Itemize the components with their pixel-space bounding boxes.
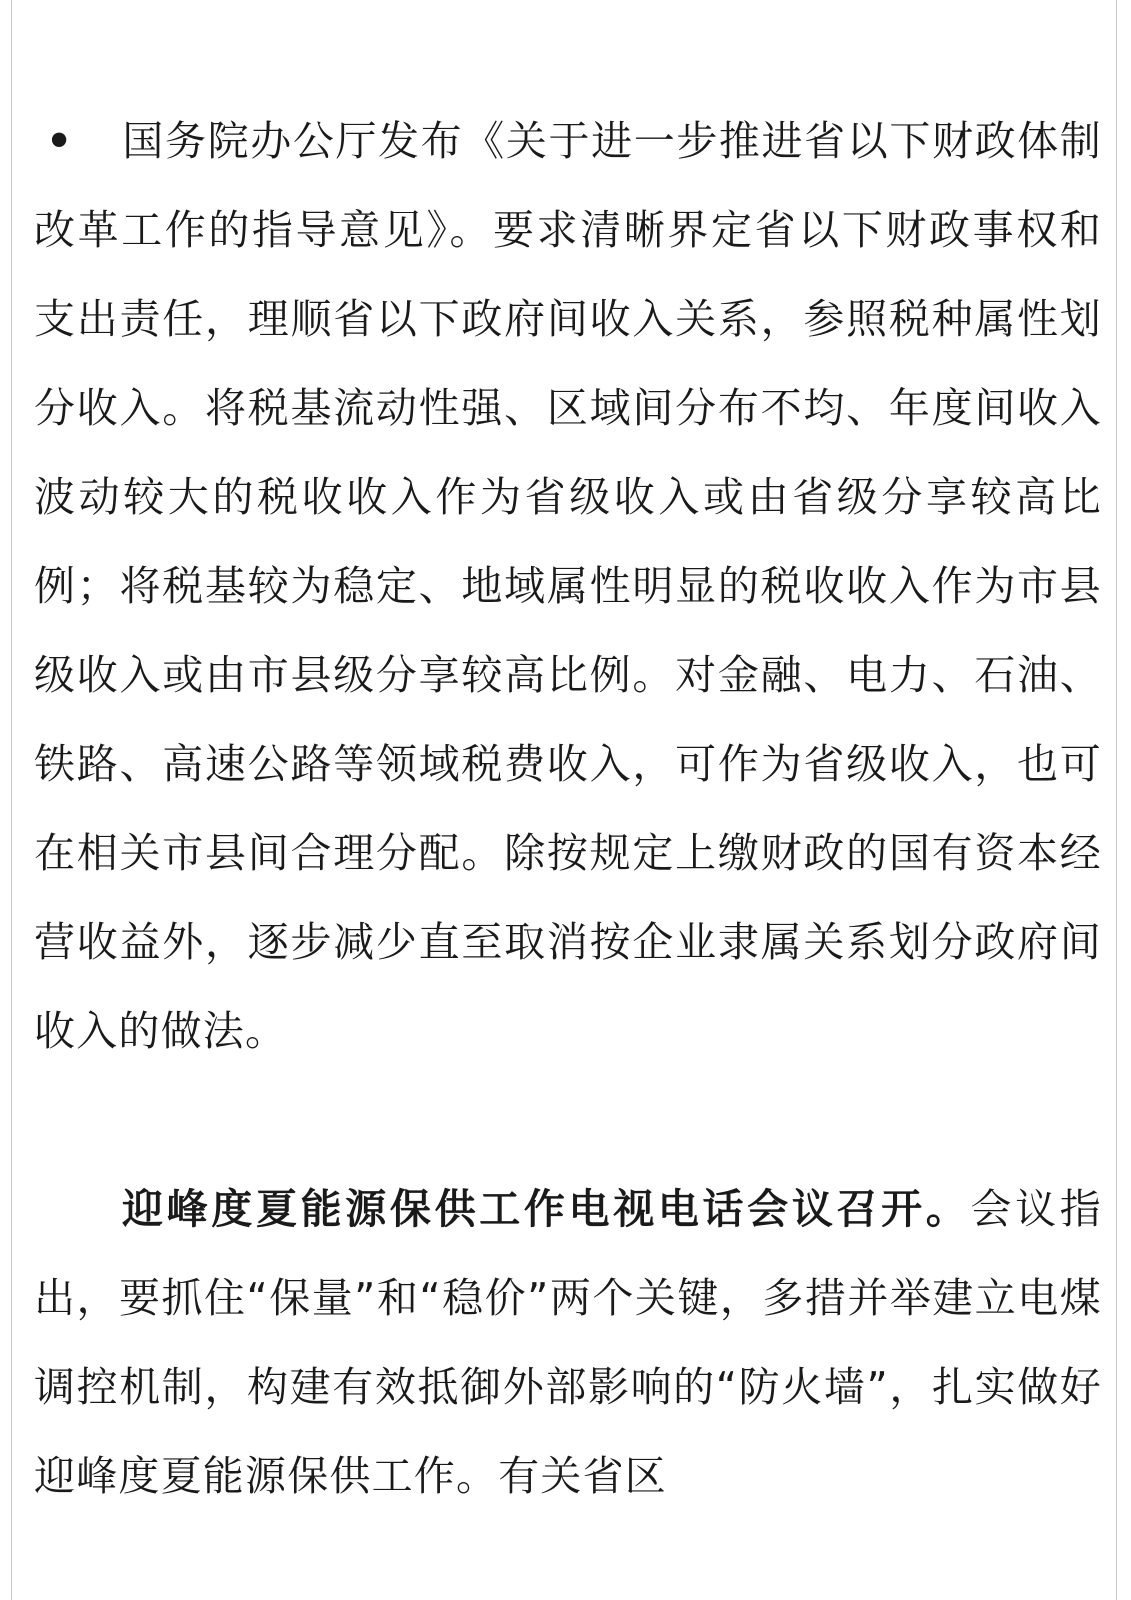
bullet-paragraph-text: 国务院办公厅发布《关于进一步推进省以下财政体制改革工作的指导意见》。要求清晰界定省以下财政事权和支出责任，理顺省以下政府间收入关系，参照税种属性划分收入。将税基流动性强、区域间分布不均、年度间收入波动较大的税收收入作为省级收入或由省级分享较高比例；将税基较为稳定、地域属性明显的税收收入作为市县级收入或由市县级分享较高比例。对金融、电力、石油、铁路、高速公路等领域税费收入，可作为省级收入，也可在相关市县间合理分配。除按规定上缴财政的国有资本经营收益外，逐步减少直至取消按企业隶属关系划分政府间收入的做法。 [34, 117, 1102, 1055]
news-heading: 迎峰度夏能源保供工作电视电话会议召开。 [122, 1185, 971, 1233]
news-paragraph-text: 会议指出，要抓住“保量”和“稳价”两个关键，多措并举建立电煤调控机制，构建有效抵御外部影响的“防火墙”，扎实做好迎峰度夏能源保供工作。有关省区 [34, 1185, 1102, 1500]
paragraph-gap [34, 1076, 1102, 1165]
bullet-paragraph [34, 97, 1102, 1076]
bullet-icon: • [46, 117, 74, 165]
page-left-border [11, 0, 12, 1600]
document-body [34, 97, 1102, 1521]
news-paragraph [34, 1165, 1102, 1521]
page-right-border [1116, 0, 1117, 1600]
